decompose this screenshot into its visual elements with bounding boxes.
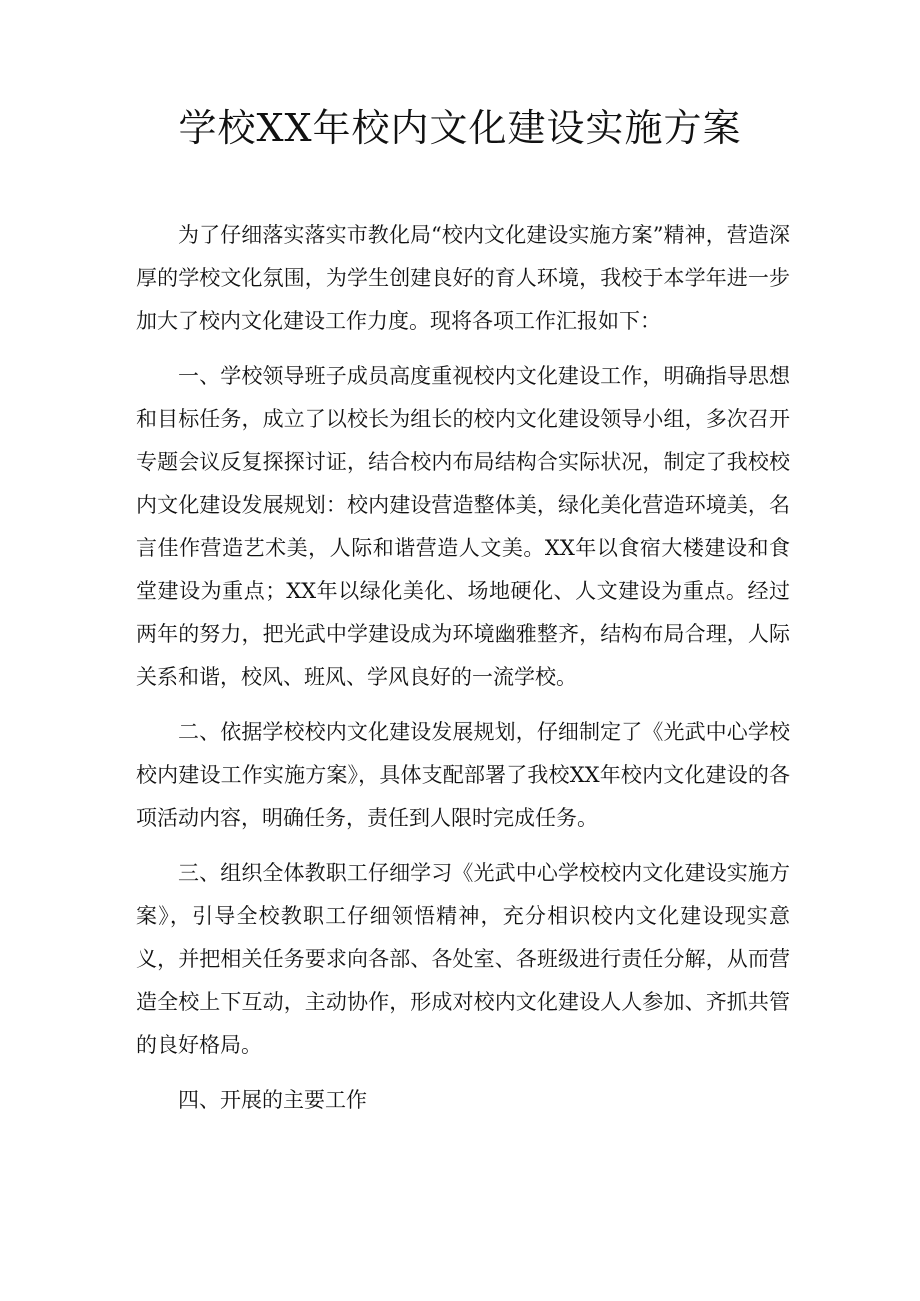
document-body [136, 214, 790, 1132]
section-two-paragraph: 二、依据学校校内文化建设发展规划，仔细制定了《光武中心学校校内建设工作实施方案》，具体支配部署了我校XX年校内文化建设的各项活动内容，明确任务，责任到人限时完成任务。 [136, 720, 790, 830]
intro-paragraph: 为了仔细落实落实市教化局“校内文化建设实施方案”精神，营造深厚的学校文化氛围，为学生创建良好的育人环境，我校于本学年进一步加大了校内文化建设工作力度。现将各项工作汇报如下： [136, 223, 790, 333]
document-title: 学校XX年校内文化建设实施方案 [178, 106, 742, 150]
section-one-paragraph: 一、学校领导班子成员高度重视校内文化建设工作，明确指导思想和目标任务，成立了以校长为组长的校内文化建设领导小组，多次召开专题会议反复探探讨证，结合校内布局结构合实际状况，制定了我校校内文化建设发展规划：校内建设营造整体美，绿化美化营造环境美，名言佳作营造艺术美，人际和谐营造人文美。XX年以食宿大楼建设和食堂建设为重点；XX年以绿化美化、场地硬化、人文建设为重点。经过两年的努力，把光武中学建设成为环境幽雅整齐，结构布局合理，人际关系和谐，校风、班风、学风良好的一流学校。 [136, 364, 790, 689]
section-four-heading: 四、开展的主要工作 [178, 1088, 367, 1112]
section-three-paragraph: 三、组织全体教职工仔细学习《光武中心学校校内文化建设实施方案》，引导全校教职工仔细领悟精神，充分相识校内文化建设现实意义，并把相关任务要求向各部、各处室、各班级进行责任分解，从而营造全校上下互动，主动协作，形成对校内文化建设人人参加、齐抓共管的良好格局。 [136, 861, 790, 1057]
